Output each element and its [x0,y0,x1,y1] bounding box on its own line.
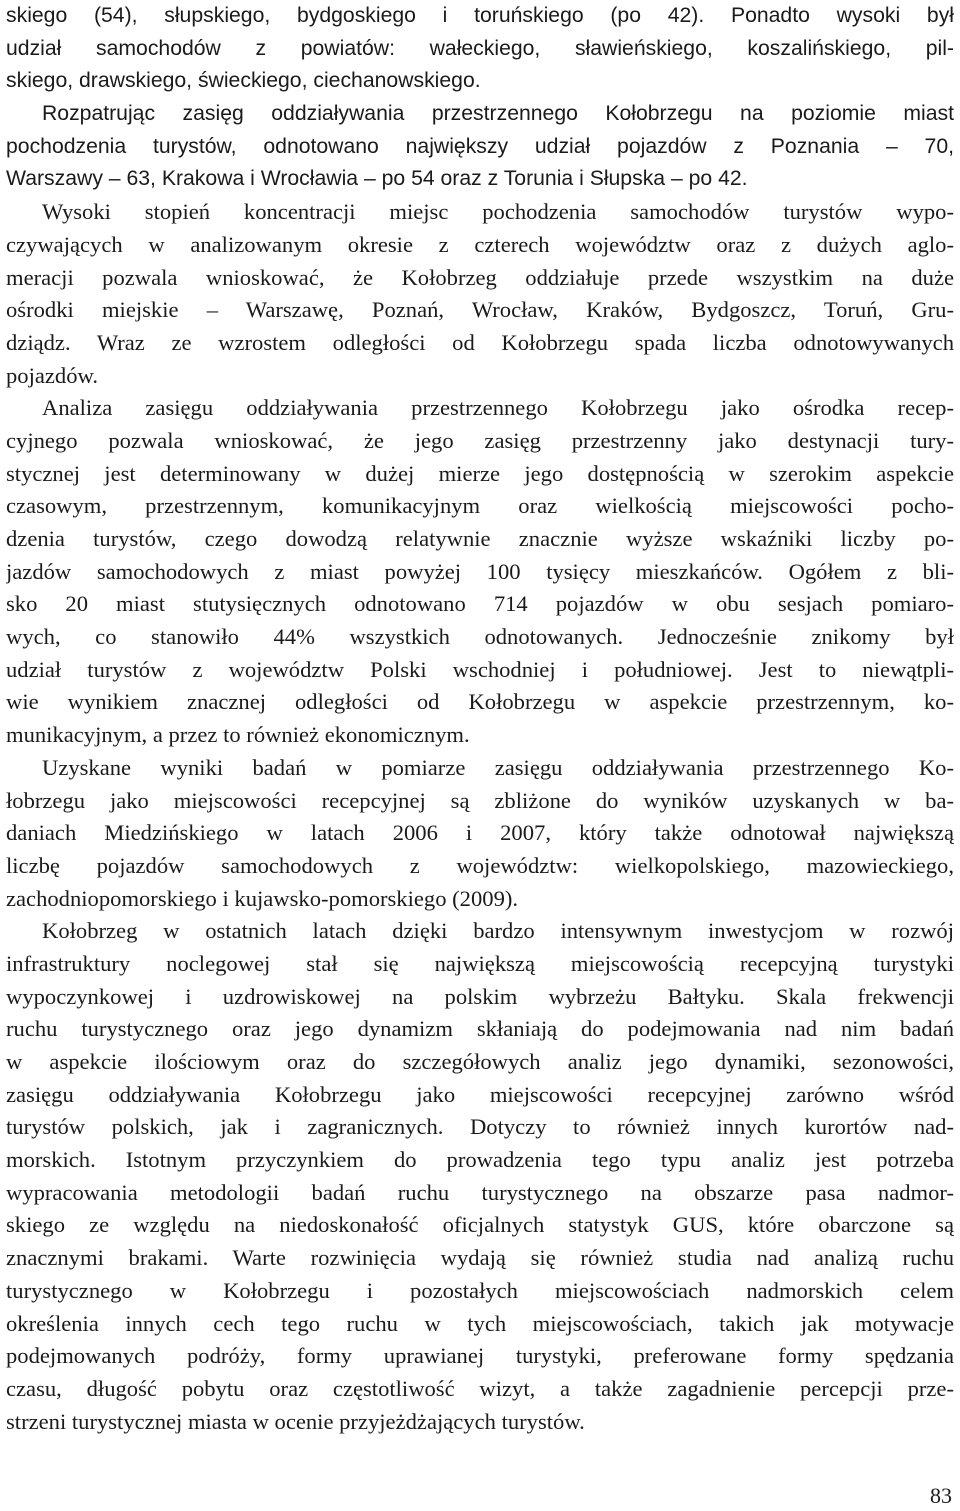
text-line: skiego ze względu na niedoskonałość oficjalnych statystyk GUS, które obarczone są [6,1212,954,1238]
text-line: turystów polskich, jak i zagranicznych. Dotyczy to również innych kurortów nad- [6,1114,954,1140]
text-line: wypoczynkowej i uzdrowiskowej na polskim wybrzeżu Bałtyku. Skala frekwencji [6,983,954,1009]
page-number: 83 [930,1483,952,1508]
text-line: dzenia turystów, czego dowodzą relatywnie znacznie wyższe wskaźniki liczby po- [6,526,954,551]
paragraph [6,196,954,392]
text-line: skiego (54), słupskiego, bydgoskiego i toruńskiego (po 42). Ponadto wysoki był [6,4,954,27]
text-line: munikacyjnym, a przez to również ekonomicznym. [6,722,470,748]
paragraph [6,392,954,752]
text-line: morskich. Istotnym przyczynkiem do prowadzenia tego typu analiz jest potrzeba [6,1147,954,1173]
text-line: ośrodki miejskie – Warszawę, Poznań, Wrocław, Kraków, Bydgoszcz, Toruń, Gru- [6,297,954,323]
text-line: pochodzenia turystów, odnotowano największy udział pojazdów z Poznania – 70, [6,134,954,158]
text-line: Kołobrzeg w ostatnich latach dzięki bardzo intensywnym inwestycjom w rozwój [42,918,954,944]
text-line: znacznymi brakami. Warte rozwinięcia wydają się również studia nad analizą ruchu [6,1245,954,1271]
text-line: jazdów samochodowych z miast powyżej 100 tysięcy mieszkańców. Ogółem z bli- [6,558,954,584]
text-line: meracji pozwala wnioskować, że Kołobrzeg oddziałuje przede wszystkim na duże [6,264,954,290]
text-line: w aspekcie ilościowym oraz do szczegółowych analiz jego dynamiki, sezonowości, [6,1049,954,1074]
text-line: cyjnego pozwala wnioskować, że jego zasięg przestrzenny jako destynacji tury- [6,427,954,453]
paragraph [6,915,954,1438]
text-line: Uzyskane wyniki badań w pomiarze zasięgu oddziaływania przestrzennego Ko- [42,754,954,780]
text-line: strzeni turystycznej miasta w ocenie przyjeżdżających turystów. [6,1408,585,1434]
text-line: podejmowanych podróży, formy uprawianej turystyki, preferowane formy spędzania [6,1343,954,1369]
text-line: wych, co stanowiło 44% wszystkich odnotowanych. Jednocześnie znikomy był [6,624,954,650]
text-line: liczbę pojazdów samochodowych z województw: wielkopolskiego, mazowieckiego, [6,852,954,878]
text-line: Warszawy – 63, Krakowa i Wrocławia – po 54 oraz z Torunia i Słupska – po 42. [6,167,748,191]
text-line: udział turystów z województw Polski wschodniej i południowej. Jest to niewątpli- [6,656,954,682]
text-line: stycznej jest determinowany w dużej mierze jego dostępnością w szerokim aspekcie [6,460,954,486]
text-line: czywających w analizowanym okresie z czterech województw oraz z dużych aglo- [6,231,954,257]
text-line: zasięgu oddziaływania Kołobrzegu jako miejscowości recepcyjnej zarówno wśród [6,1081,954,1107]
text-line: czasu, długość pobytu oraz częstotliwość wizyt, a także zagadnienie percepcji prze- [6,1375,954,1401]
text-line: dziądz. Wraz ze wzrostem odległości od Kołobrzegu spada liczba odnotowywanych [6,329,954,355]
text-line: daniach Miedzińskiego w latach 2006 i 2007, który także odnotował największą [6,820,954,846]
text-line: udział samochodów z powiatów: wałeckiego, sławieńskiego, koszalińskiego, pil- [6,36,954,60]
page-body [6,0,954,1438]
text-line: łobrzegu jako miejscowości recepcyjnej są zbliżone do wyników uzyskanych w ba- [6,787,954,813]
text-line: określenia innych cech tego ruchu w tych miejscowościach, takich jak motywacje [6,1310,954,1336]
text-line: Analiza zasięgu oddziaływania przestrzennego Kołobrzegu jako ośrodka recep- [42,395,954,421]
paragraph [6,98,954,196]
text-line: czasowym, przestrzennym, komunikacyjnym oraz wielkością miejscowości pocho- [6,493,954,519]
text-line: pojazdów. [6,362,99,388]
paragraph [6,0,954,98]
text-line: skiego, drawskiego, świeckiego, ciechanowskiego. [6,69,481,93]
text-line: infrastruktury noclegowej stał się największą miejscowością recepcyjną turystyki [6,950,954,976]
paragraph [6,752,954,915]
text-line: Wysoki stopień koncentracji miejsc pochodzenia samochodów turystów wypo- [42,199,954,225]
text-line: sko 20 miast stutysięcznych odnotowano 714 pojazdów w obu sesjach pomiaro- [6,591,954,617]
text-line: wypracowania metodologii badań ruchu turystycznego na obszarze pasa nadmor- [6,1179,954,1205]
text-line: wie wynikiem znacznej odległości od Kołobrzegu w aspekcie przestrzennym, ko- [6,689,954,715]
text-line: zachodniopomorskiego i kujawsko-pomorskiego (2009). [6,885,519,911]
text-line: ruchu turystycznego oraz jego dynamizm skłaniają do podejmowania nad nim badań [6,1016,954,1042]
text-line: turystycznego w Kołobrzegu i pozostałych miejscowościach nadmorskich celem [6,1277,954,1303]
text-line: Rozpatrując zasięg oddziaływania przestrzennego Kołobrzegu na poziomie miast [42,102,954,126]
